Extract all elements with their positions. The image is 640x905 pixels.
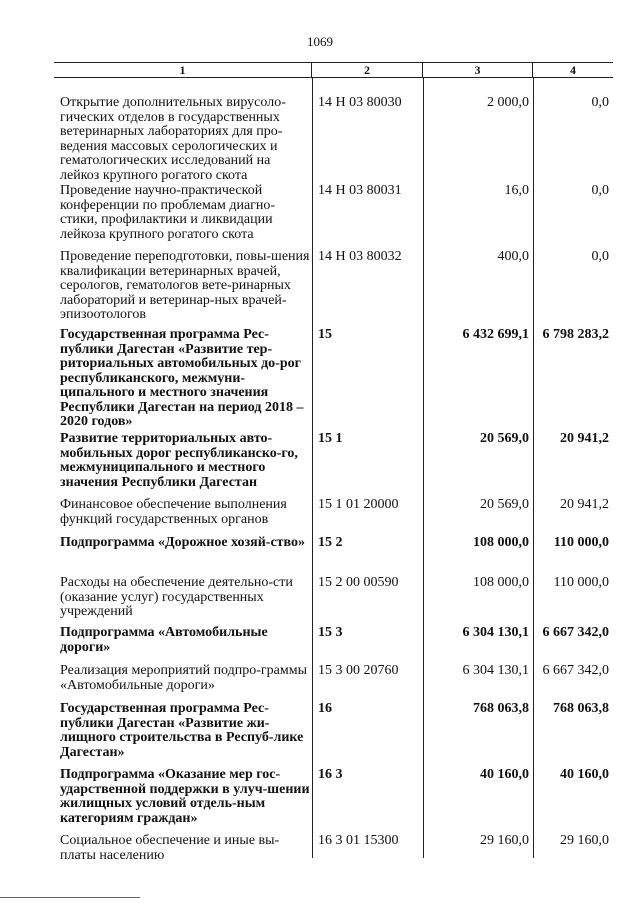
row-description: Открытие дополнительных вирусоло-гических отделов в государственных ветеринарных лабораториях для про-ведения массовых серологических и гематологических исследований на лейкоз крупного рогатого скота [60,95,286,183]
table-row [54,536,613,551]
row-code: 15 1 01 20000 [318,497,399,512]
row-code: 14 Н 03 80030 [318,95,402,110]
row-description: Государственная программа Рес-публики Дагестан «Развитие тер-риториальных автомобильных до-рог республиканского, межмуни-ципального и местного значения Республики Дагестан на период 2018 – 2020 годов» [60,327,304,429]
budget-table [54,62,613,863]
row-value-2019: 6 304 130,1 [462,663,529,678]
row-value-2020: 110 000,0 [553,575,609,590]
row-value-2020: 29 160,0 [560,833,609,848]
row-description: Социальное обеспечение и иные вы-платы населению [60,833,280,863]
table-row [54,96,613,183]
row-code: 14 Н 03 80031 [318,183,402,198]
row-value-2020: 0,0 [591,249,609,264]
row-value-2020: 40 160,0 [560,767,609,782]
row-value-2020: 6 798 283,2 [542,327,609,342]
table-row [54,250,613,323]
row-value-2019: 16,0 [504,183,529,198]
row-code: 15 1 [318,431,343,446]
table-row [54,432,613,490]
table-header [54,62,613,78]
row-code: 14 Н 03 80032 [318,249,402,264]
table-body [54,78,613,863]
row-description: Реализация мероприятий подпро-граммы «Автомобильные дороги» [60,663,308,693]
row-value-2019: 400,0 [497,249,529,264]
table-row [54,834,613,863]
row-value-2019: 20 569,0 [480,431,529,446]
header-col-4: 4 [570,63,576,77]
header-col-2: 2 [312,63,423,77]
row-value-2020: 0,0 [591,183,609,198]
table-row [54,576,613,620]
header-col-1: 1 [54,63,312,77]
page-number: 1069 [307,34,333,49]
row-value-2019: 2 000,0 [487,95,529,110]
row-value-2019: 768 063,8 [473,701,529,716]
table-row [54,328,613,430]
row-value-2020: 0,0 [591,95,609,110]
table-row [54,768,613,826]
table-row [54,626,613,655]
footer-rule [0,897,140,898]
row-description: Расходы на обеспечение деятельно-сти (оказание услуг) государственных учреждений [60,575,293,619]
row-description: Финансовое обеспечение выполнения функций государственных органов [60,497,287,527]
row-description: Проведение научно-практической конференции по проблемам диагно-стики, профилактики и ликвидации лейкоза крупного рогатого скота [60,183,276,242]
row-description: Государственная программа Рес-публики Дагестан «Развитие жи-лищного строительства в Респуб-лике Дагестан» [60,701,304,760]
row-value-2019: 29 160,0 [480,833,529,848]
table-row [54,702,613,760]
row-code: 15 2 [318,535,343,550]
row-description: Подпрограмма «Дорожное хозяй-ство» [60,535,305,550]
row-value-2019: 108 000,0 [473,575,529,590]
row-description: Подпрограмма «Автомобильные дороги» [60,625,268,655]
row-value-2020: 6 667 342,0 [542,625,609,640]
row-value-2020: 20 941,2 [560,431,609,446]
row-description: Подпрограмма «Оказание мер гос-ударственной поддержки в улуч-шении жилищных условий отдель-ным категориям граждан» [60,767,310,826]
row-value-2020: 6 667 342,0 [542,663,609,678]
header-col-3: 3 [423,63,533,77]
table-row [54,498,613,527]
row-value-2020: 20 941,2 [560,497,609,512]
row-code: 15 3 [318,625,343,640]
row-code: 16 3 [318,767,343,782]
row-value-2020: 768 063,8 [553,701,609,716]
table-row [54,664,613,693]
row-code: 15 3 00 20760 [318,663,399,678]
row-description: Развитие территориальных авто-мобильных дорог республиканско-го, межмуниципального и местного значения Республики Дагестан [60,431,298,490]
row-code: 16 3 01 15300 [318,833,399,848]
row-value-2019: 40 160,0 [480,767,529,782]
row-description: Проведение переподготовки, повы-шения квалификации ветеринарных врачей, серологов, гематологов вете-ринарных лабораторий и ветеринар-ных врачей-эпизоотологов [60,249,310,322]
row-value-2019: 6 304 130,1 [462,625,529,640]
row-code: 16 [318,701,332,716]
row-value-2020: 110 000,0 [553,535,609,550]
row-value-2019: 6 432 699,1 [462,327,529,342]
row-code: 15 [318,327,332,342]
row-code: 15 2 00 00590 [318,575,399,590]
row-value-2019: 108 000,0 [473,535,529,550]
row-value-2019: 20 569,0 [480,497,529,512]
table-row [54,184,613,242]
